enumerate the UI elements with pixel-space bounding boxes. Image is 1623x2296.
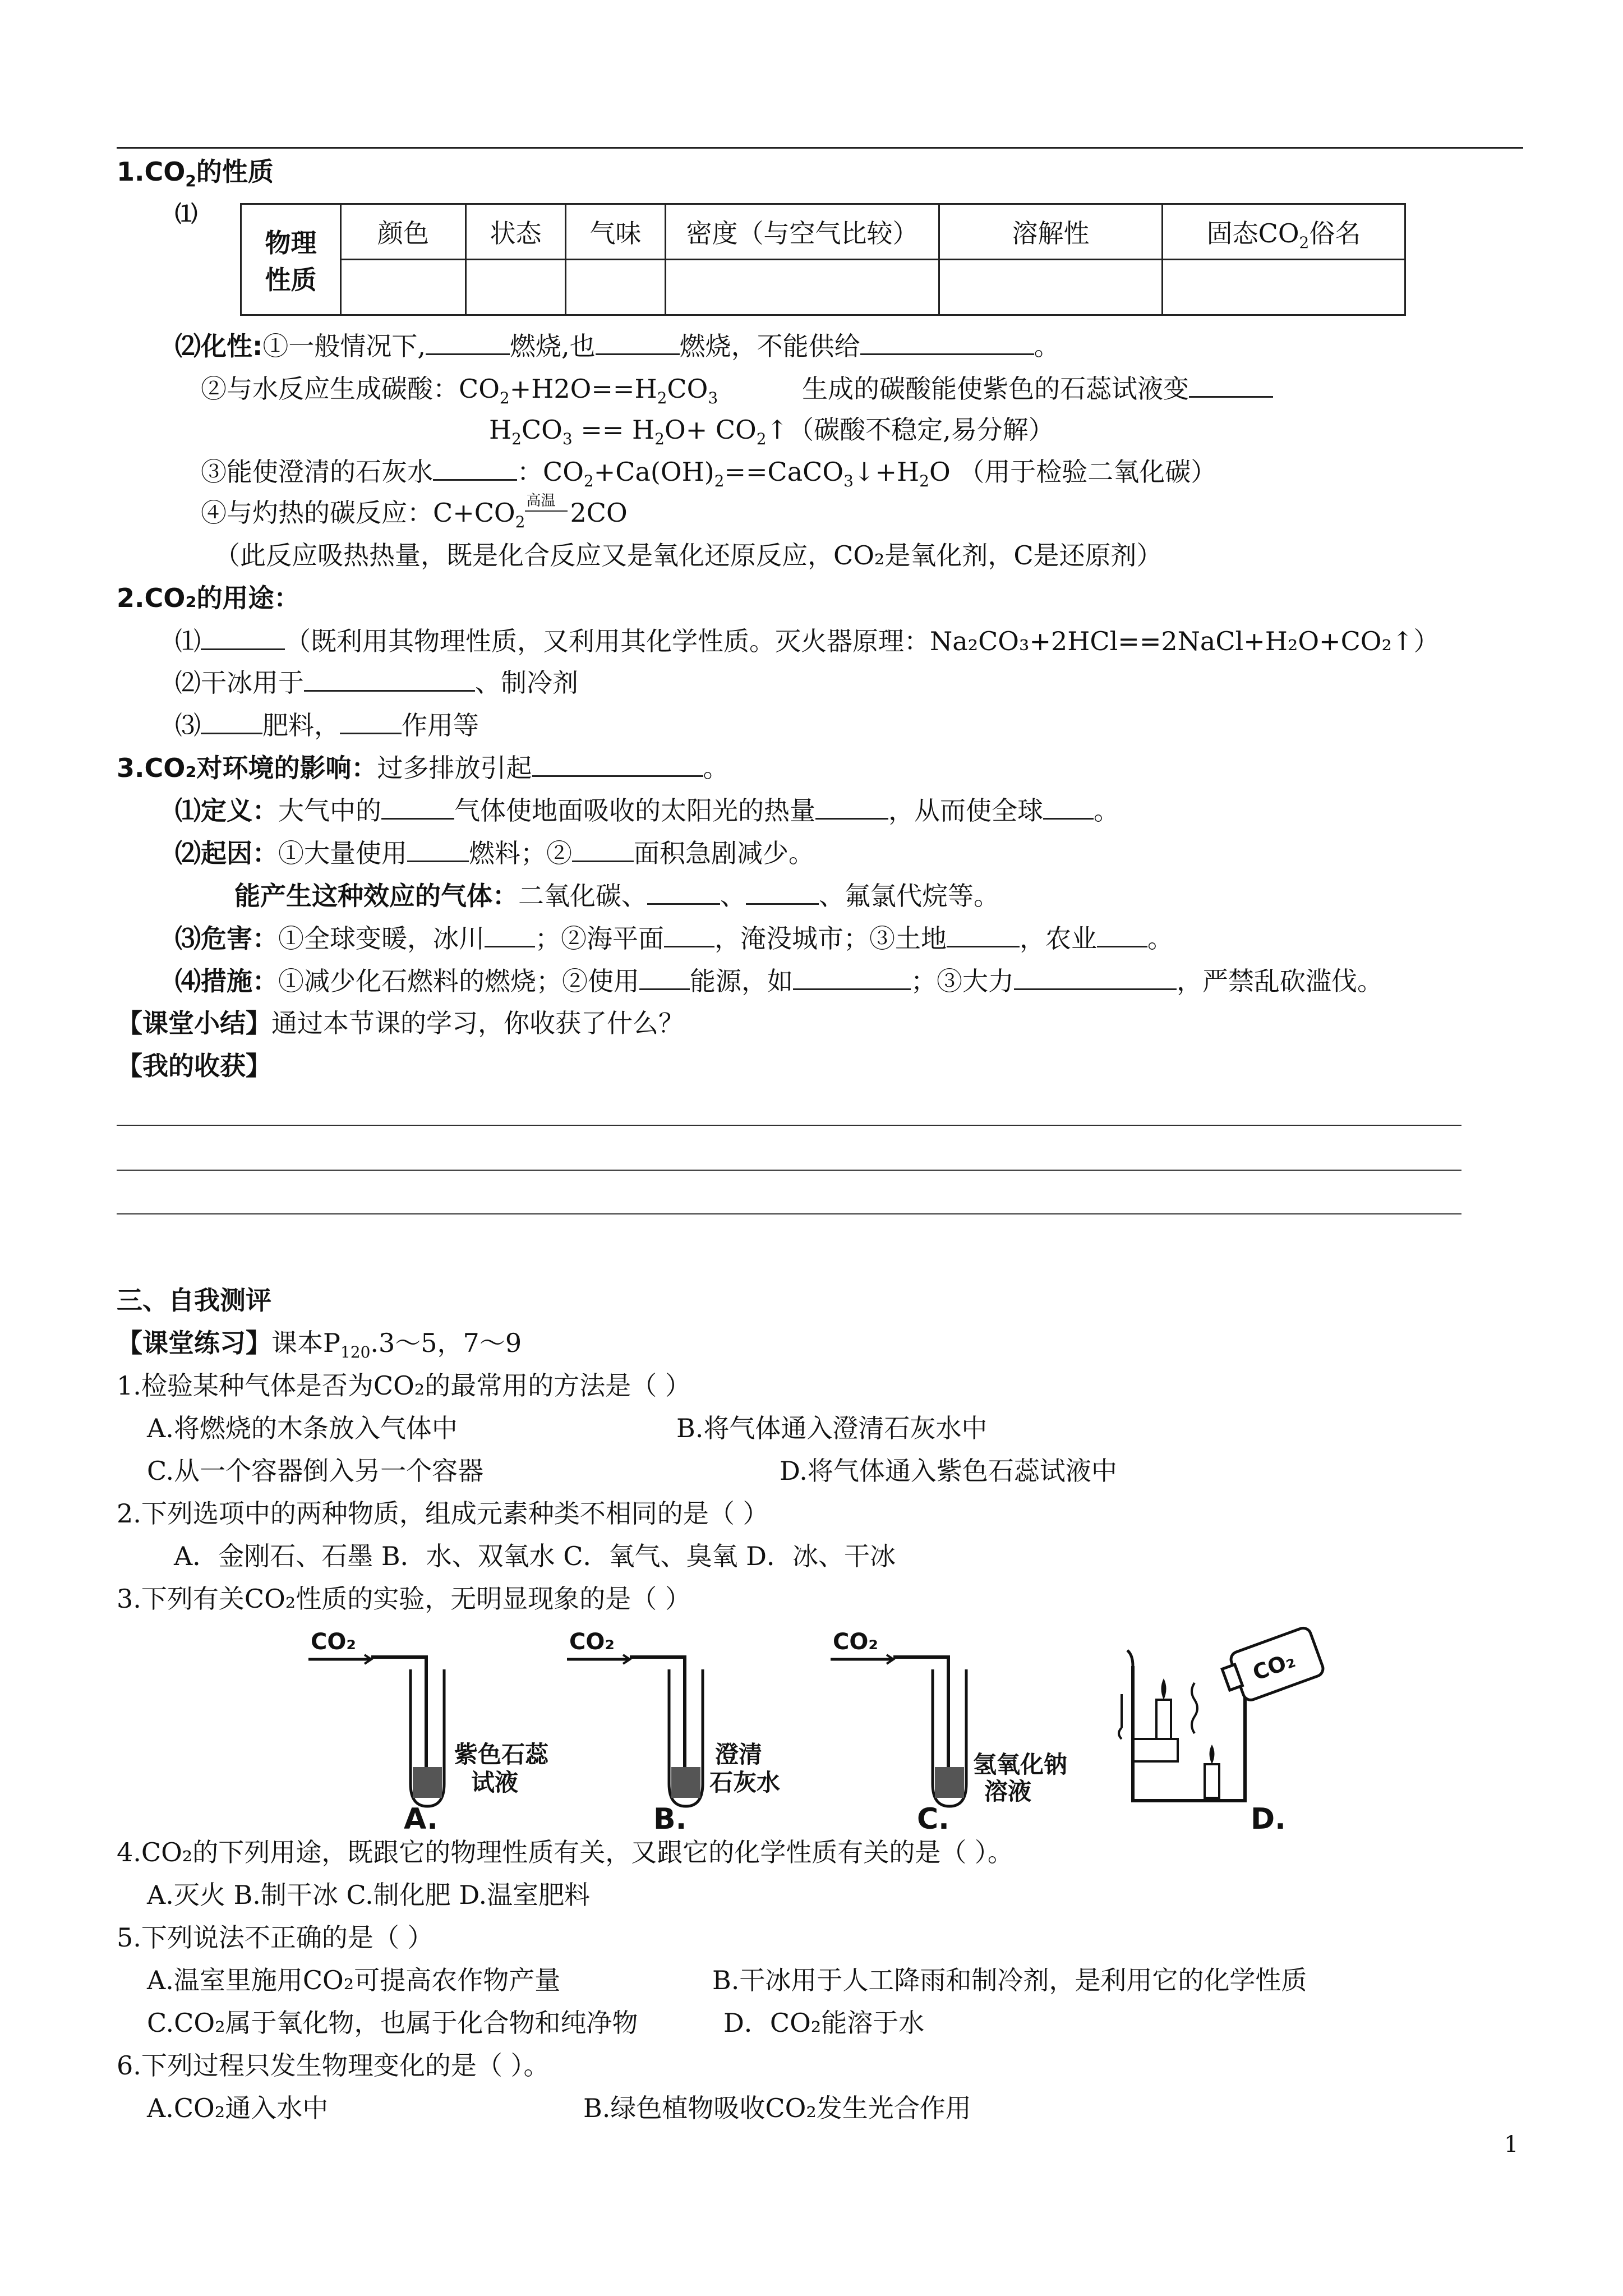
blank[interactable] xyxy=(664,921,714,947)
q2-options[interactable]: A．金刚石、石墨 B．水、双氧水 C．氧气、臭氧 D．冰、干冰 xyxy=(174,1541,896,1571)
use-line-2: ⑵干冰用于 、制冷剂 xyxy=(175,665,578,700)
table-header-color: 颜色 xyxy=(341,204,466,260)
greenhouse-cause: ⑵起因：①大量使用 燃料；② 面积急剧减少。 xyxy=(175,836,814,870)
blank[interactable] xyxy=(532,751,703,777)
top-rule xyxy=(117,147,1523,149)
svg-text:CO₂: CO₂ xyxy=(569,1629,615,1655)
q1-option-b[interactable]: B.将气体通入澄清石灰水中 xyxy=(676,1413,988,1443)
option-a-letter: A. xyxy=(404,1802,438,1834)
blank[interactable] xyxy=(793,964,911,990)
option-c-letter: C. xyxy=(917,1802,949,1834)
q1-option-a[interactable]: A.将燃烧的木条放入气体中 xyxy=(147,1413,458,1443)
blank[interactable] xyxy=(407,836,469,862)
section-3-title: 3.CO₂对环境的影响：过多排放引起 。 xyxy=(117,751,729,785)
blank[interactable] xyxy=(433,454,517,481)
table-cell-dry-ice[interactable] xyxy=(1163,260,1405,315)
blank[interactable] xyxy=(381,793,454,820)
greenhouse-harm: ⑶危害：①全球变暖，冰川 ；②海平面 ，淹没城市；③土地 ，农业 。 xyxy=(175,921,1173,955)
use-line-3: ⑶ 肥料， 作用等 xyxy=(175,708,479,742)
q5-option-a[interactable]: A.温室里施用CO₂可提高农作物产量 xyxy=(147,1965,561,1995)
figure-b-limewater-tube[interactable] xyxy=(567,1629,780,1834)
blank[interactable] xyxy=(639,964,690,990)
svg-text:澄清: 澄清 xyxy=(715,1741,763,1768)
figure-d-candle-beaker[interactable] xyxy=(1119,1626,1325,1834)
blank[interactable] xyxy=(746,878,819,905)
chem-prop-line-2: ②与水反应生成碳酸：$CO_2+H2O==H_2CO_3$ 生成的碳酸能使紫色的石蕊试液变 xyxy=(201,371,1273,406)
greenhouse-gases: 能产生这种效应的气体：二氧化碳、 、 、氟氯代烷等。 xyxy=(234,878,999,913)
blank[interactable] xyxy=(947,921,1020,947)
question-6: 6.下列过程只发生物理变化的是（ ）。 xyxy=(117,2050,550,2081)
question-3: 3.下列有关CO₂性质的实验，无明显现象的是（ ） xyxy=(117,1584,691,1614)
greenhouse-measures: ⑷措施：①减少化石燃料的燃烧；②使用 能源，如 ；③大力 ，严禁乱砍滥伐。 xyxy=(175,964,1383,998)
chem-prop-line-5: ④与灼热的碳反应：$C+CO_2$ 高温 2CO xyxy=(201,493,628,532)
table-cell-density[interactable] xyxy=(666,260,939,315)
figure-a-litmus-tube[interactable] xyxy=(308,1629,549,1834)
blank[interactable] xyxy=(1014,964,1177,990)
class-summary: 【课堂小结】通过本节课的学习，你收获了什么？ xyxy=(117,1008,684,1038)
blank[interactable] xyxy=(304,665,475,692)
section-1-title: $1.CO_2$的性质 xyxy=(117,157,274,191)
answer-line[interactable] xyxy=(117,1125,1461,1126)
q5-option-c[interactable]: C.CO₂属于氧化物，也属于化合物和纯净物 xyxy=(147,2008,638,2038)
gas-label: CO₂ xyxy=(311,1629,356,1655)
blank[interactable] xyxy=(1097,921,1147,947)
blank[interactable] xyxy=(1189,371,1273,398)
q5-option-b[interactable]: B.干冰用于人工降雨和制冷剂，是利用它的化学性质 xyxy=(712,1965,1307,1995)
question-1: 1.检验某种气体是否为CO₂的最常用的方法是（ ） xyxy=(117,1370,691,1401)
question-4: 4.CO₂的下列用途，既跟它的物理性质有关，又跟它的化学性质有关的是（ ）。 xyxy=(117,1837,1013,1867)
figure-c-naoh-tube[interactable] xyxy=(831,1629,1067,1834)
use-line-1: ⑴ （既利用其物理性质，又利用其化学性质。灭火器原理：Na₂CO₃+2HCl==2NaCl+H₂O+CO₂↑） xyxy=(175,624,1439,658)
blank[interactable] xyxy=(426,329,510,355)
blank[interactable] xyxy=(340,708,402,734)
svg-text:CO₂: CO₂ xyxy=(833,1629,878,1655)
svg-text:紫色石蕊: 紫色石蕊 xyxy=(454,1741,549,1768)
class-practice: 【课堂练习】课本$P_{120}.3\sim 5$，7～9 xyxy=(117,1328,522,1362)
q6-option-a[interactable]: A.CO₂通入水中 xyxy=(147,2093,329,2123)
svg-text:CO₂: CO₂ xyxy=(1249,1647,1299,1686)
option-d-letter: D. xyxy=(1251,1802,1286,1834)
table-cell-color[interactable] xyxy=(341,260,466,315)
table-header-state: 状态 xyxy=(466,204,566,260)
table-header-dry-ice: 固态$CO_2$俗名 xyxy=(1163,204,1405,260)
q6-option-b[interactable]: B.绿色植物吸收CO₂发生光合作用 xyxy=(583,2093,971,2123)
table-header-odor: 气味 xyxy=(566,204,666,260)
blank[interactable] xyxy=(860,329,1034,355)
physical-properties-table xyxy=(240,203,1406,316)
table-cell-state[interactable] xyxy=(466,260,566,315)
q1-option-c[interactable]: C.从一个容器倒入另一个容器 xyxy=(147,1456,484,1486)
svg-text:试液: 试液 xyxy=(471,1769,519,1796)
table-cell-solubility[interactable] xyxy=(939,260,1163,315)
question-2: 2.下列选项中的两种物质，组成元素种类不相同的是（ ） xyxy=(117,1498,769,1529)
my-gains-heading: 【我的收获】 xyxy=(117,1051,271,1081)
blank[interactable] xyxy=(572,836,634,862)
svg-text:氢氧化钠: 氢氧化钠 xyxy=(973,1751,1068,1778)
q1-option-d[interactable]: D.将气体通入紫色石蕊试液中 xyxy=(780,1456,1117,1486)
blank[interactable] xyxy=(485,921,535,947)
blank[interactable] xyxy=(647,878,720,905)
question-5: 5.下列说法不正确的是（ ） xyxy=(117,1922,434,1953)
section-self-test-title: 三、自我测评 xyxy=(117,1285,271,1315)
blank[interactable] xyxy=(1043,793,1094,820)
chem-prop-line-1: ⑵化性:①一般情况下, 燃烧,也 燃烧，不能供给 。 xyxy=(175,329,1060,363)
table-marker: ⑴ xyxy=(175,201,197,227)
table-header-density: 密度（与空气比较） xyxy=(666,204,939,260)
section-2-title: 2.CO₂的用途： xyxy=(117,583,300,613)
chem-prop-line-4: ③能使澄清的石灰水 ：$CO_2+Ca(OH)_2==CaCO_3↓+H_2O$ （用于检验二氧化碳） xyxy=(201,454,1216,489)
chem-prop-line-6: （此反应吸热热量，既是化合反应又是氧化还原反应，CO₂是氧化剂，C是还原剂） xyxy=(214,540,1163,570)
svg-text:溶液: 溶液 xyxy=(984,1778,1032,1805)
greenhouse-definition: ⑴定义：大气中的 气体使地面吸收的太阳光的热量 ，从而使全球 。 xyxy=(175,793,1119,827)
chem-prop-line-3: $H_2CO_3 == H_2O+$ $CO_2↑$（碳酸不稳定,易分解） xyxy=(489,415,1054,449)
table-row-label: 物理 性质 xyxy=(241,204,341,315)
blank[interactable] xyxy=(815,793,888,820)
q5-option-d[interactable]: D．CO₂能溶于水 xyxy=(723,2008,925,2038)
option-b-letter: B. xyxy=(653,1802,687,1834)
page-number: 1 xyxy=(1504,2132,1519,2157)
blank[interactable] xyxy=(201,708,262,734)
table-header-solubility: 溶解性 xyxy=(939,204,1163,260)
q4-options[interactable]: A.灭火 B.制干冰 C.制化肥 D.温室肥料 xyxy=(147,1880,591,1910)
answer-line[interactable] xyxy=(117,1213,1461,1214)
blank[interactable] xyxy=(201,624,285,650)
table-cell-odor[interactable] xyxy=(566,260,666,315)
answer-line[interactable] xyxy=(117,1170,1461,1171)
q3-experiment-figure xyxy=(303,1621,1346,1834)
svg-text:石灰水: 石灰水 xyxy=(709,1769,781,1796)
reaction-condition: 高温 xyxy=(525,497,570,522)
blank[interactable] xyxy=(596,329,680,355)
